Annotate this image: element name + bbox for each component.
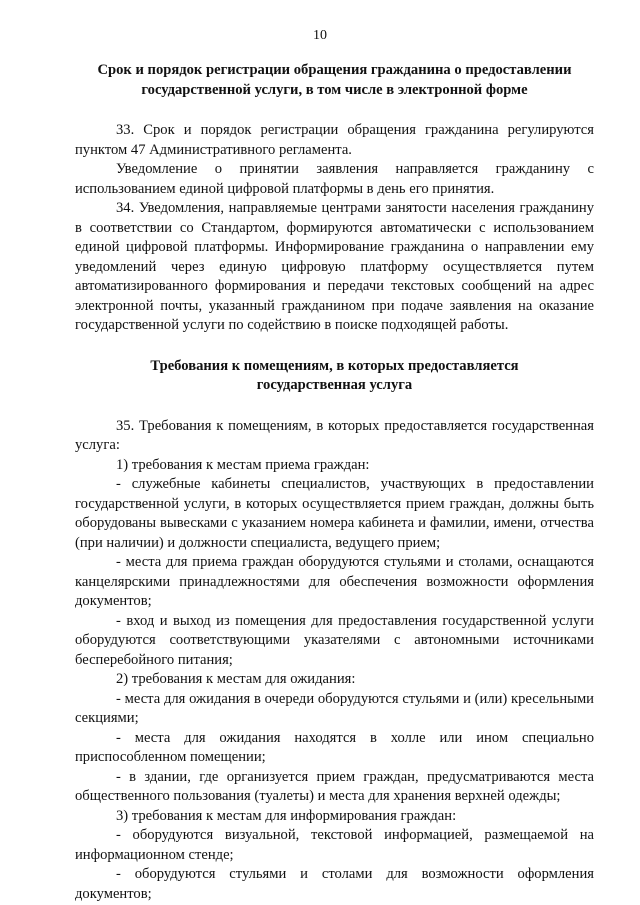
list-item: - служебные кабинеты специалистов, участвующих в предоставлении государственной услуги, в которых осуществляется прием граждан, должны быть оборудованы вывесками с указанием номера кабинета и фамилии, имени, отчества (при наличии) и должности специалиста, ведущего прием; [75,476,594,551]
paragraph-35: 35. Требования к помещениям, в которых предоставляется государственная услуга: [75,417,594,453]
list-item: - в здании, где организуется прием граждан, предусматриваются места общественного пользования (туалеты) и места для хранения верхней одежды; [75,768,594,804]
list-item: - оборудуются визуальной, текстовой информацией, размещаемой на информационном стенде; [75,827,594,863]
list-item: - места для ожидания находятся в холле или ином специально приспособленном помещении; [75,729,594,765]
list-heading: 3) требования к местам для информирования граждан: [116,807,457,824]
list-heading: 1) требования к местам приема граждан: [116,456,370,473]
list-heading: 2) требования к местам для ожидания: [116,671,356,687]
list-item: - места для приема граждан оборудуются стульями и столами, оснащаются канцелярскими принадлежностями для обеспечения возможности оформления документов; [75,554,594,609]
list-item: - места для ожидания в очереди оборудуются стульями и (или) кресельными секциями; [75,690,594,726]
list-item: - оборудуются стульями и столами для возможности оформления документов; [75,866,594,902]
page-number: 10 [313,28,327,43]
heading-line: государственной услуги, в том числе в электронной форме [141,81,528,98]
heading-line: Срок и порядок регистрации обращения гражданина о предоставлении [97,62,572,78]
paragraph-34: 34. Уведомления, направляемые центрами занятости населения гражданину в соответствии со Стандартом, формируются автоматически с использованием единой цифровой платформы. Информирование гражданина о направлении ему уведомлений через единую цифровую платформу осуществляется путем автоматизированного формирования и передачи текстовых сообщений на адрес электронной почты, указанный гражданином при подаче заявления на оказание государственной услуги по содействию в поиске подходящей работы. [75,200,594,333]
section-heading [75,357,594,396]
paragraph-33: 33. Срок и порядок регистрации обращения гражданина регулируются пунктом 47 Административного регламента. [75,122,594,158]
heading-line: Требования к помещениям, в которых предоставляется [150,357,519,374]
paragraph-notification: Уведомление о принятии заявления направляется гражданину с использованием единой цифровой платформы в день его принятия. [75,161,594,197]
section-heading [75,61,594,100]
document-body [75,61,594,904]
heading-line: государственная услуга [256,377,413,393]
list-item: - вход и выход из помещения для предоставления государственной услуги оборудуются соответствующими указателями с автономными источниками бесперебойного питания; [75,612,594,668]
